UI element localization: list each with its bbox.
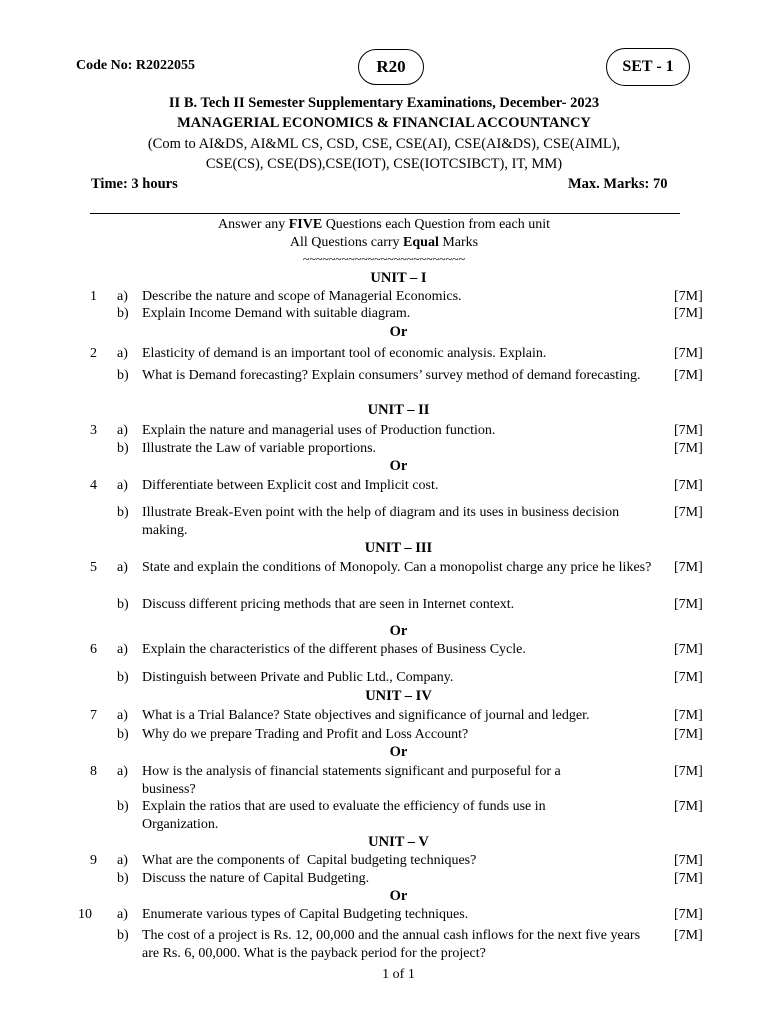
- question-text: Describe the nature and scope of Managerial Economics.: [142, 289, 462, 304]
- question-marks: [7M]: [674, 642, 703, 657]
- unit-2-heading: UNIT – II: [367, 402, 430, 418]
- or-separator: Or: [389, 324, 408, 340]
- question-text: How is the analysis of financial statements significant and purposeful for a business?: [142, 764, 561, 797]
- question-marks: [7M]: [674, 907, 703, 922]
- question-part: b): [117, 727, 129, 742]
- question-text: State and explain the conditions of Monopoly. Can a monopolist charge any price he likes?: [142, 560, 652, 575]
- question-part: a): [117, 642, 128, 657]
- question-number: 1: [90, 289, 97, 304]
- question-text: Differentiate between Explicit cost and Implicit cost.: [142, 478, 439, 493]
- question-marks: [7M]: [674, 727, 703, 742]
- question-marks: [7M]: [674, 597, 703, 612]
- unit-5-heading: UNIT – V: [368, 834, 429, 850]
- question-part: a): [117, 764, 128, 779]
- question-part: b): [117, 928, 129, 943]
- question-number: 9: [90, 853, 97, 868]
- question-number: 3: [90, 423, 97, 438]
- question-marks: [7M]: [674, 764, 703, 779]
- question-marks: [7M]: [674, 560, 703, 575]
- question-part: b): [117, 871, 129, 886]
- question-marks: [7M]: [674, 708, 703, 723]
- question-marks: [7M]: [674, 346, 703, 361]
- question-part: a): [117, 346, 128, 361]
- question-marks: [7M]: [674, 368, 703, 383]
- or-separator: Or: [389, 744, 408, 760]
- question-part: a): [117, 853, 128, 868]
- question-text: Explain Income Demand with suitable diagram.: [142, 306, 411, 321]
- question-text: What are the components of Capital budgeting techniques?: [142, 853, 477, 868]
- unit-4-heading: UNIT – IV: [365, 688, 432, 704]
- code-number: Code No: R2022055: [76, 58, 195, 73]
- header-divider: [90, 213, 680, 214]
- unit-3-heading: UNIT – III: [364, 540, 433, 556]
- set-badge: SET - 1: [606, 48, 690, 86]
- instruction-line-2: All Questions carry Equal Marks: [289, 235, 479, 250]
- question-number: 7: [90, 708, 97, 723]
- branches-line-2: CSE(CS), CSE(DS),CSE(IOT), CSE(IOTCSIBCT), IT, MM): [205, 156, 563, 172]
- question-number: 4: [90, 478, 97, 493]
- question-marks: [7M]: [674, 441, 703, 456]
- question-part: a): [117, 708, 128, 723]
- question-number: 10: [78, 907, 92, 922]
- question-marks: [7M]: [674, 928, 703, 943]
- exam-title: II B. Tech II Semester Supplementary Examinations, December- 2023: [168, 95, 600, 111]
- max-marks: Max. Marks: 70: [568, 176, 668, 192]
- question-number: 6: [90, 642, 97, 657]
- question-text: What is a Trial Balance? State objectives and significance of journal and ledger.: [142, 708, 590, 723]
- branches-line-1: (Com to AI&DS, AI&ML CS, CSD, CSE, CSE(AI), CSE(AI&DS), CSE(AIML),: [147, 136, 621, 152]
- question-part: a): [117, 478, 128, 493]
- question-text: Explain the ratios that are used to evaluate the efficiency of funds use in Organization.: [142, 799, 546, 832]
- question-marks: [7M]: [674, 289, 703, 304]
- question-marks: [7M]: [674, 505, 703, 520]
- question-part: b): [117, 306, 129, 321]
- question-marks: [7M]: [674, 423, 703, 438]
- question-part: a): [117, 560, 128, 575]
- question-text: Illustrate Break-Even point with the help of diagram and its uses in business decision making.: [142, 505, 620, 538]
- question-marks: [7M]: [674, 306, 703, 321]
- question-part: b): [117, 597, 129, 612]
- question-text: Explain the nature and managerial uses of Production function.: [142, 423, 496, 438]
- question-text: The cost of a project is Rs. 12, 00,000 and the annual cash inflows for the next five years are Rs. 6, 00,000. What is the payback period for the project?: [142, 928, 641, 961]
- or-separator: Or: [389, 458, 408, 474]
- or-separator: Or: [389, 888, 408, 904]
- question-number: 5: [90, 560, 97, 575]
- question-part: a): [117, 423, 128, 438]
- question-marks: [7M]: [674, 871, 703, 886]
- question-text: Why do we prepare Trading and Profit and Loss Account?: [142, 727, 469, 742]
- question-part: b): [117, 441, 129, 456]
- question-marks: [7M]: [674, 670, 703, 685]
- question-part: b): [117, 368, 129, 383]
- subject-title: MANAGERIAL ECONOMICS & FINANCIAL ACCOUNTANCY: [177, 115, 591, 131]
- question-text: Discuss the nature of Capital Budgeting.: [142, 871, 370, 886]
- regulation-badge: R20: [358, 49, 424, 85]
- question-text: Illustrate the Law of variable proportions.: [142, 441, 377, 456]
- question-text: Elasticity of demand is an important tool of economic analysis. Explain.: [142, 346, 547, 361]
- question-part: a): [117, 289, 128, 304]
- unit-1-heading: UNIT – I: [370, 270, 427, 286]
- question-part: b): [117, 505, 129, 520]
- question-marks: [7M]: [674, 478, 703, 493]
- question-text: Discuss different pricing methods that are seen in Internet context.: [142, 597, 515, 612]
- tilde-separator: ~~~~~~~~~~~~~~~~~~~~~~~~~: [302, 252, 466, 266]
- question-marks: [7M]: [674, 853, 703, 868]
- page-number: 1 of 1: [382, 967, 415, 982]
- exam-time: Time: 3 hours: [91, 176, 178, 192]
- question-part: b): [117, 670, 129, 685]
- question-text: Explain the characteristics of the different phases of Business Cycle.: [142, 642, 526, 657]
- question-text: What is Demand forecasting? Explain consumers’ survey method of demand forecasting.: [142, 368, 641, 383]
- question-part: a): [117, 907, 128, 922]
- question-text: Distinguish between Private and Public Ltd., Company.: [142, 670, 454, 685]
- question-marks: [7M]: [674, 799, 703, 814]
- question-number: 2: [90, 346, 97, 361]
- instruction-line-1: Answer any FIVE Questions each Question from each unit: [217, 217, 551, 232]
- question-text: Enumerate various types of Capital Budgeting techniques.: [142, 907, 469, 922]
- question-part: b): [117, 799, 129, 814]
- or-separator: Or: [389, 623, 408, 639]
- question-number: 8: [90, 764, 97, 779]
